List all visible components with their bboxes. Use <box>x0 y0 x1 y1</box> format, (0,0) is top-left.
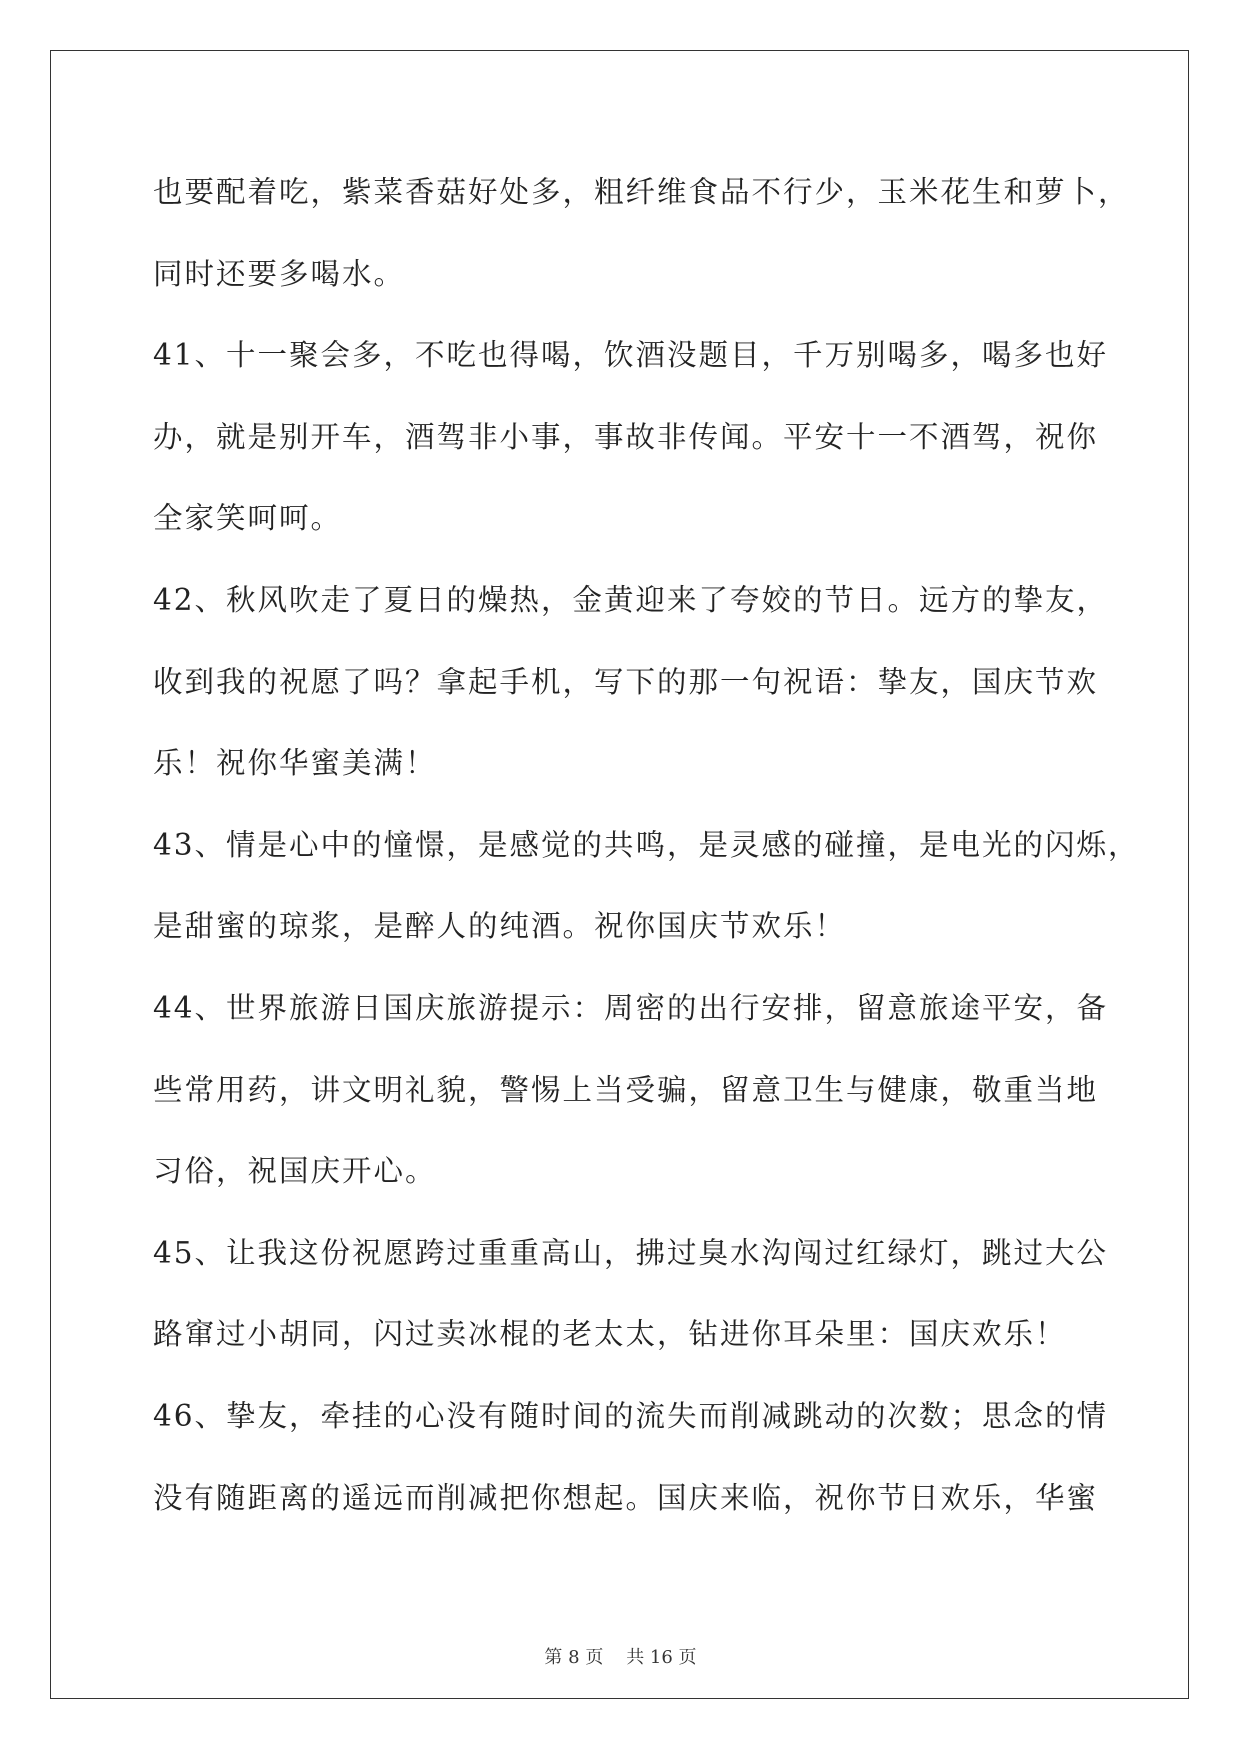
text-line: 全家笑呵呵。 <box>153 501 343 536</box>
text-line: 些常用药，讲文明礼貌，警惕上当受骗，留意卫生与健康，敬重当地 <box>153 1072 1099 1107</box>
text-line: 乐！祝你华蜜美满！ <box>153 746 437 781</box>
text-line: 没有随距离的遥远而削减把你想起。国庆来临，祝你节日欢乐，华蜜 <box>153 1480 1099 1515</box>
text-line: 路窜过小胡同，闪过卖冰棍的老太太，钻进你耳朵里：国庆欢乐！ <box>153 1317 1067 1352</box>
text-line: 是甜蜜的琼浆，是醉人的纯酒。祝你国庆节欢乐！ <box>153 909 847 944</box>
text-line: 同时还要多喝水。 <box>153 256 406 291</box>
text-line: 41、十一聚会多，不吃也得喝，饮酒没题目，千万别喝多，喝多也好 <box>153 338 1109 373</box>
text-line: 46、挚友，牵挂的心没有随时间的流失而削减跳动的次数；思念的情 <box>153 1398 1109 1433</box>
text-line: 43、情是心中的憧憬，是感觉的共鸣，是灵感的碰撞，是电光的闪烁， <box>153 827 1140 862</box>
text-line: 45、让我这份祝愿跨过重重高山，拂过臭水沟闯过红绿灯，跳过大公 <box>153 1235 1109 1270</box>
text-line: 42、秋风吹走了夏日的燥热，金黄迎来了夸姣的节日。远方的挚友， <box>153 582 1109 617</box>
text-line: 44、世界旅游日国庆旅游提示：周密的出行安排，留意旅途平安，备 <box>153 990 1109 1025</box>
text-line: 收到我的祝愿了吗？拿起手机，写下的那一句祝语：挚友，国庆节欢 <box>153 664 1099 699</box>
page-number-footer: 第 8 页 共 16 页 <box>544 1647 697 1668</box>
text-line: 习俗，祝国庆开心。 <box>153 1154 437 1189</box>
text-line: 也要配着吃，紫菜香菇好处多，粗纤维食品不行少，玉米花生和萝卜， <box>153 175 1130 209</box>
document-body <box>153 158 1140 1545</box>
text-line: 办，就是别开车，酒驾非小事，事故非传闻。平安十一不酒驾，祝你 <box>153 419 1099 454</box>
